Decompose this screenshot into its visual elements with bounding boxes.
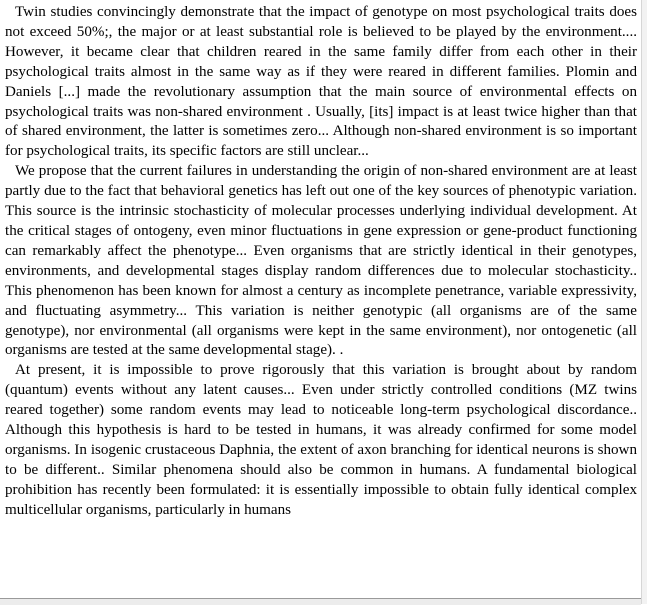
paragraph-stochasticity: We propose that the current failures in understanding the origin of non-shared environment are at least partly due to the fact that behavioral genetics has left out one of the key sources of phenotypic variation. This source is the intrinsic stochasticity of molecular processes underlying individual development. At the critical stages of ontogeny, even minor fluctuations in gene expression or gene-product functioning can remarkably affect the phenotype... Even organisms that are strictly identical in their genotypes, environments, and developmental stages display random differences due to molecular stochasticity.. This phenomenon has been known for almost a century as incomplete penetrance, variable expressivity, and fluctuating asymmetry... This variation is neither genotypic (all organisms are of the same genotype), nor environmental (all organisms were kept in the same environment), nor ontogenetic (all organisms are tested at the same developmental stage). . xyxy=(5,163,637,359)
paragraph-random-events: At present, it is impossible to prove rigorously that this variation is brought about by random (quantum) events without any latent causes... Even under strictly controlled conditions (MZ twins reared together) some random events may lead to noticeable long-term psychological discordance.. Although this hypothesis is hard to be tested in humans, it was already confirmed for some model organisms. In isogenic crustaceous Daphnia, the extent of axon branching for identical neurons is shown to be different.. Similar phenomena should also be common in humans. A fundamental biological prohibition has recently been formulated: it is essentially impossible to obtain fully identical complex multicellular organisms, particularly in humans xyxy=(5,362,637,518)
paragraph-twin-studies: Twin studies convincingly demonstrate that the impact of genotype on most psychological traits does not exceed 50%;, the major or at least substantial role is believed to be played by the environment.... However, it became clear that children reared in the same family differ from each other in their psychological traits almost in the same way as if they were reared in different families. Plomin and Daniels [...] made the revolutionary assumption that the main source of environmental effects on psychological traits was non-shared environment . Usually, [its] impact is at least twice higher than that of shared environment, the latter is sometimes zero... Although non-shared environment is so important for psychological traits, its specific factors are still unclear... xyxy=(5,4,637,160)
page-right-edge xyxy=(641,0,647,604)
